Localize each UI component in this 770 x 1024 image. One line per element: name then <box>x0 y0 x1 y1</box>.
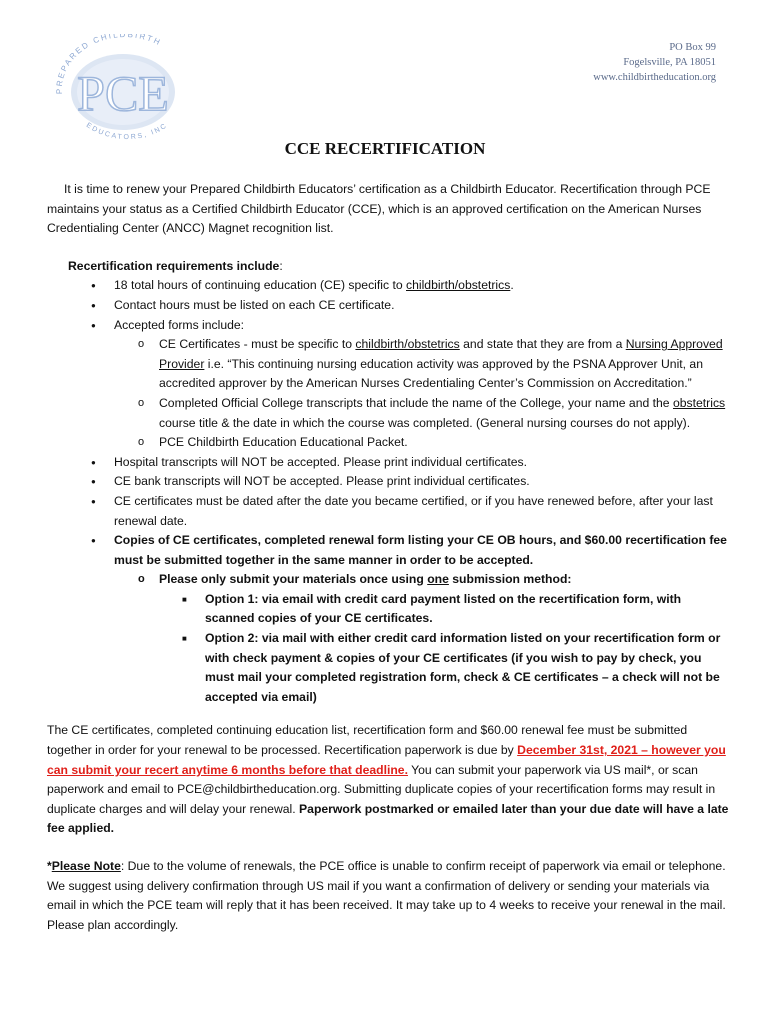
mailing-address <box>593 40 716 85</box>
page-title: CCE RECERTIFICATION <box>284 139 486 158</box>
list-item: ● Copies of CE certificates, completed renewal form listing your CE OB hours, and $60.00 recertification fee must be submitted together in the same manner in order to be accepted. o Please only submit your materials once using one submission method: ■ Option 1: via email with credit card payment listed on the recertification form, with scanned copies of your CE certificates. ■ Option 2: via mail with either credit card information listed on your recertification form or with check payment & copies of your CE certificates (if you wish to pay by check, you must mail your completed registration form, check & CE certificates – a check will not be accepted via email) <box>47 531 731 707</box>
list-item: ● Accepted forms include: o CE Certificates - must be specific to childbirth/obstetrics and state that they are from a Nursing Approved Provider i.e. “This continuing nursing education activity was approved by the PSNA Approver Unit, an accredited approver by the American Nurses Credentialing Center’s Commission on Accreditation.” o Completed Official College transcripts that include the name of the College, your name and the obstetrics course title & the date in which the course was completed. (General nursing courses do not apply). o PCE Childbirth Education Educational Packet. <box>47 316 731 453</box>
note-label: Please Note <box>51 859 121 873</box>
svg-text:PCE: PCE <box>77 65 169 121</box>
pce-logo-mark <box>48 34 198 144</box>
submission-paragraph: The CE certificates, completed continuing education list, recertification form and $60.00 renewal fee must be submitted together in order for your renewal to be processed. Recertification paperwork is due by December 31st, 2021 – however you can submit your recert anytime 6 months before that deadline. You can submit your paperwork via US mail*, or scan paperwork and email to PCE@childbirtheducation.org. Submitting duplicate copies of your recertification forms may result in duplicate charges and will delay your renewal. Paperwork postmarked or emailed later than your due date will have a late fee applied. <box>47 723 729 836</box>
pce-logo <box>48 34 198 144</box>
svg-text:PREPARED CHILDBIRTH: PREPARED CHILDBIRTH <box>54 34 164 95</box>
accepted-forms-list <box>114 335 731 453</box>
list-item: ● 18 total hours of continuing education (CE) specific to childbirth/obstetrics. <box>47 276 731 296</box>
list-item: ● Contact hours must be listed on each CE certificate. <box>47 296 731 316</box>
list-item: ● CE bank transcripts will NOT be accepted. Please print individual certificates. <box>47 472 731 492</box>
deadline-text: December 31st, 2021 – however you can submit your recert anytime 6 months before that deadline. <box>47 743 726 777</box>
list-item: o Completed Official College transcripts that include the name of the College, your name and the obstetrics course title & the date in which the course was completed. (General nursing courses do not apply). <box>47 394 731 433</box>
list-item: o PCE Childbirth Education Educational Packet. <box>47 433 731 453</box>
option-mail: ■ Option 2: via mail with either credit card information listed on your recertification form or with check payment & copies of your CE certificates (if you wish to pay by check, you must mail your completed registration form, check & CE certificates – a check will not be accepted via email) <box>47 629 731 707</box>
submission-list <box>114 570 731 707</box>
requirements-heading: Recertification requirements include: <box>68 258 283 273</box>
late-fee-text: Paperwork postmarked or emailed later than your due date will have a late fee applied. <box>47 801 729 836</box>
list-item: ● CE certificates must be dated after the date you became certified, or if you have renewed before, after your last renewal date. <box>47 492 731 531</box>
option-email: ■ Option 1: via email with credit card payment listed on the recertification form, with scanned copies of your CE certificates. <box>47 590 731 629</box>
submission-options <box>159 590 731 708</box>
note-paragraph: *Please Note: Due to the volume of renewals, the PCE office is unable to confirm receipt of paperwork via email or telephone. We suggest using delivery confirmation through US mail if you want a confirmation of delivery or sending your materials via email in which the PCE team will reply that it has been received. It may take up to 4 weeks to receive your renewal in the mail. Please plan accordingly. <box>47 859 726 932</box>
requirements-list <box>47 276 731 707</box>
list-item: o Please only submit your materials once using one submission method: ■ Option 1: via email with credit card payment listed on the recertification form, with scanned copies of your CE certificates. ■ Option 2: via mail with either credit card information listed on your recertification form or with check payment & copies of your CE certificates (if you wish to pay by check, you must mail your completed registration form, check & CE certificates – a check will not be accepted via email) <box>47 570 731 707</box>
svg-text:EDUCATORS, INC: EDUCATORS, INC <box>84 121 170 142</box>
address-website[interactable]: www.childbirtheducation.org <box>593 72 716 83</box>
list-item: o CE Certificates - must be specific to childbirth/obstetrics and state that they are from a Nursing Approved Provider i.e. “This continuing nursing education activity was approved by the PSNA Approver Unit, an accredited approver by the American Nurses Credentialing Center’s Commission on Accreditation.” <box>47 335 731 394</box>
address-city: Fogelsville, PA 18051 <box>623 57 716 68</box>
list-item: ● Hospital transcripts will NOT be accepted. Please print individual certificates. <box>47 453 731 473</box>
document-body <box>47 180 731 935</box>
intro-paragraph: It is time to renew your Prepared Childbirth Educators’ certification as a Childbirth Educator. Recertification through PCE maintains your status as a Certified Childbirth Educator (CCE), which is an approved certification on the American Nurses Credentialing Center (ANCC) Magnet recognition list. <box>47 182 711 236</box>
address-po-box: PO Box 99 <box>669 42 716 53</box>
